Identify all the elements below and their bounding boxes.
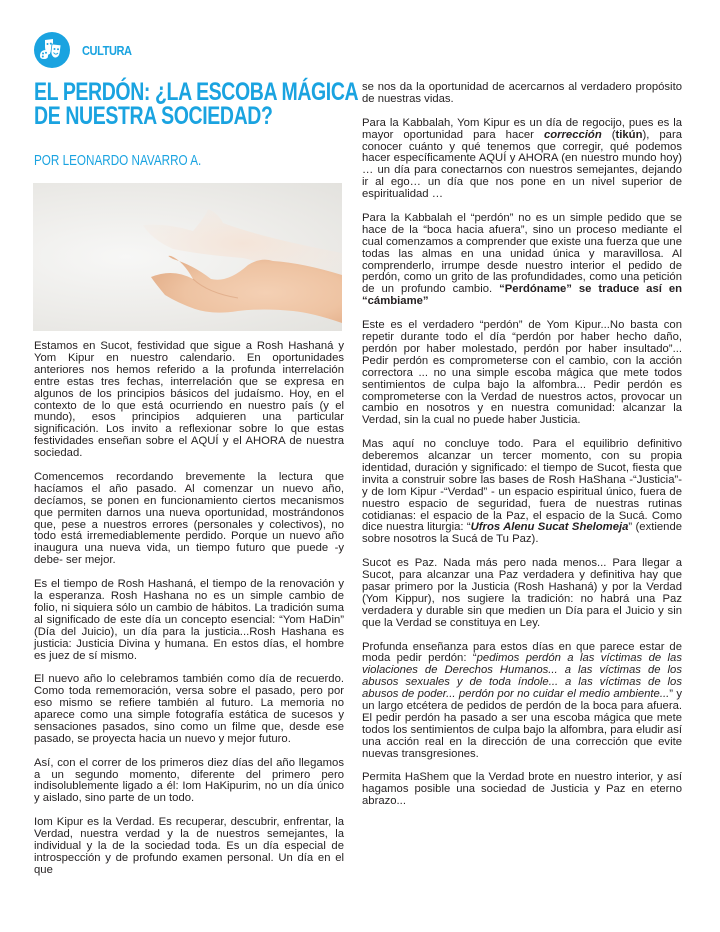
emphasis-perdoname: “Perdóname” se traduce así en “cámbiame”: [362, 283, 683, 308]
open-hands-photo: [33, 183, 342, 331]
emphasis-tikun: tikún: [615, 128, 643, 141]
paragraph: se nos da la oportunidad de acercarnos al verdadero propósito de nuestras vidas.: [362, 81, 682, 105]
paragraph: [362, 642, 682, 761]
paragraph: Así, con el correr de los primeros diez días del año llegamos a un segundo momento, diferente del primero pero indisolublemente ligado a él: Iom HaKipurim, no un día único y aislado, sino parte de un todo.: [34, 756, 344, 805]
paragraph: Es el tiempo de Rosh Hashaná, el tiempo de la renovación y la esperanza. Rosh Hashana no es un simple cambio de folio, ni siquiera sólo un cambio de hábitos. La tradición suma al significado de este día un concepto esencial: “Yom HaDin” (Día del Juicio), un día para la justicia...Rosh Hashana es justicia: Justicia Divina y humana. En estos días, el hombre es juez de sí mismo.: [34, 578, 344, 662]
paragraph: Comencemos recordando brevemente la lectura que hacíamos el año pasado. Al comenzar un nuevo año, decíamos, se ponen en funcionamiento ciertos mecanismos que permiten darnos una nueva oportunidad, mostrándonos que, pese a nuestros errores (personales y colectivos), no todo está irremediablemente perdido. Porque un nuevo año inaugura una nueva vida, un tiempo futuro que puede -y debe- ser mejor.: [34, 470, 344, 567]
text-run: Profunda enseñanza para estos días en que parece estar de moda pedir perdón: “: [362, 640, 682, 665]
paragraph: [362, 213, 682, 308]
text-run: ” y un largo etcétera de pedidos de perdón de la boca para afuera. El pedir perdón ha pasado a ser una escoba mágica que mete todos los sentimientos de culpa bajo la alfombra, para eludir así una acción real en la dirección de una corrección que evite nuevas transgresiones.: [362, 688, 682, 760]
theater-masks-palette-icon: [34, 32, 70, 68]
article-left-column: [34, 341, 344, 889]
text-run: Mas aquí no concluye todo. Para el equilibrio definitivo deberemos alcanzar un tercer momento, con su propia identidad, duración y significado: el tiempo de Sucot, fiesta que invita a construir sobre las bases de Rosh HaShana -“Justicia”- y de Iom Kipur -“Verdad” - un espacio espiritual único, fuera de nuestro espacio de seguridad, fuera de nuestras rutinas cotidianas: el espacio de la Paz, el espacio de la Sucá. Como dice nuestra liturgia: “: [362, 438, 682, 534]
paragraph: Estamos en Sucot, festividad que sigue a Rosh Hashaná y Yom Kipur en nuestro calendario. En oportunidades anteriores nos hemos referido a la profunda interrelación entre estas tres fechas, interrelación que se expresa en algunos de los principios básicos del judaísmo. Hoy, en el contexto de lo que está ocurriendo en nuestro país (y el mundo), esos principios adquieren una particular significación. Los invito a reflexionar sobre lo que estas festividades enseñan sobre el AQUÍ y el AHORA de nuestra sociedad.: [34, 340, 344, 460]
text-run: Para la Kabbalah, Yom Kipur es un día de regocijo, pues es la mayor oportunidad para hacer: [362, 116, 682, 141]
paragraph: Este es el verdadero “perdón” de Yom Kipur...No basta con repetir durante todo el día “perdón por haber hecho daño, perdón por haber molestado, perdón por haber insultado”... Pedir perdón es comprometerse con el cambio, con la acción correctora ... no una simple escoba mágica que mete todos sentimientos de culpa bajo la alfombra... Pedir perdón es comprometerse con la Verdad de nuestros actos, provocar un cambio en nosotros y en nuestra comunidad: alcanzar la Verdad, sin la cual no puede haber Justicia.: [362, 319, 682, 427]
emphasis-correccion: corrección: [543, 128, 602, 141]
text-run: ), para conocer cuánto y qué tenemos que corregir, qué podemos hacer específicamente AQUÍ y AHORA (en nuestro mundo hoy) … un día para conectarnos con nuestros semejantes, dejando ir al ego… un día que nos pone en un nivel superior de espiritualidad …: [362, 128, 682, 201]
paragraph: El nuevo año lo celebramos también como día de recuerdo. Como toda rememoración, versa sobre el pasado, pero por eso mismo se refiere también al futuro. La memoria no aparece como una simple fotografía estática de sucesos y sensaciones pasados, sino como un filme que, desde ese pasado, se proyecta hacia un nuevo y mejor futuro.: [34, 673, 344, 745]
paragraph: [362, 439, 682, 546]
article-title: EL PERDÓN: ¿LA ESCOBA MÁGICA DE NUESTRA SOCIEDAD?: [34, 78, 358, 130]
paragraph: [362, 118, 682, 201]
text-run: ” (extiende sobre nosotros la Sucá de Tu Paz).: [362, 521, 683, 546]
text-run: Para la Kabbalah el “perdón” no es un simple pedido que se hace de la “boca hacia afuera”, sino un proceso mediante el cual comenzamos a comprender que existe una fuerza que une todas las almas en una unidad única y maravillosa. Al comprenderlo, irrumpe desde nuestro interior el pedido de perdón, como un grito de las profundidades, como una petición de un profundo cambio.: [362, 211, 682, 296]
paragraph: Iom Kipur es la Verdad. Es recuperar, descubrir, enfrentar, la Verdad, nuestra verdad y la de nuestros semejantes, la individual y la de la sociedad toda. Es un día especial de introspección y de profundo examen personal. Un día en el que: [34, 816, 344, 876]
article-right-column: [362, 82, 682, 820]
section-label: CULTURA: [82, 42, 132, 58]
text-run: (: [601, 128, 616, 141]
paragraph: Permita HaShem que la Verdad brote en nuestro interior, y así hagamos posible una sociedad de Justicia y Paz en eterno abrazo...: [362, 771, 682, 808]
article-byline: POR LEONARDO NAVARRO A.: [34, 152, 202, 169]
section-header: [34, 32, 140, 68]
emphasis-quote: pedimos perdón a las víctimas de las violaciones de Derechos Humanos... a las víctimas de los abusos sexuales y de toda índole... a las víctimas de los abusos de poder... perdón por no cuidar el medio ambiente...: [362, 652, 682, 701]
emphasis-liturgy: Ufros Alenu Sucat Shelomeja: [470, 521, 629, 534]
paragraph: Sucot es Paz. Nada más pero nada menos... Para llegar a Sucot, para alcanzar una Paz verdadera y definitiva hay que pasar primero por la Justicia (Rosh Hashaná) y por la Verdad (Yom Kippur), nos sugiere la tradición: no habrá una Paz verdadera y durable sin que medien un Día para el Juicio y sin que la Verdad se constituya en Ley.: [362, 557, 682, 629]
